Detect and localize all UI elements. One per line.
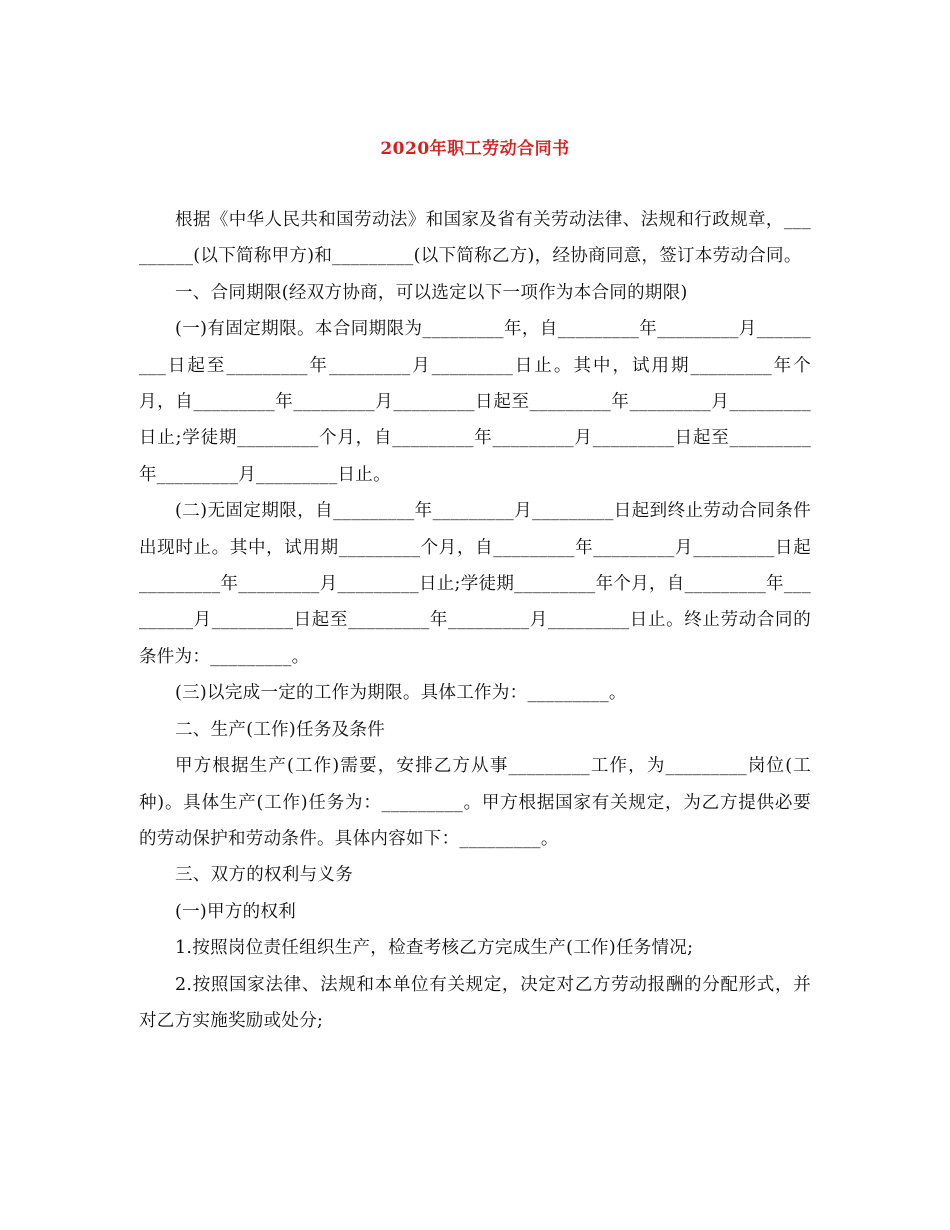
paragraph-intro: 根据《中华人民共和国劳动法》和国家及省有关劳动法律、法规和行政规章，_________(以下简称甲方)和_________(以下简称乙方)，经协商同意，签订本劳动合同。 xyxy=(139,210,811,267)
subheading-party-a-rights: (一)甲方的权利 xyxy=(175,901,297,922)
list-item-right-1: 1.按照岗位责任组织生产，检查考核乙方完成生产(工作)任务情况; xyxy=(175,938,694,959)
paragraph-tasks: 甲方根据生产(工作)需要，安排乙方从事_________工作，为_________岗位(工种)。具体生产(工作)任务为：_________。甲方根据国家有关规定，为乙方提供必要的劳动保护和劳动条件。具体内容如下：_________。 xyxy=(139,756,811,849)
section-heading-rights: 三、双方的权利与义务 xyxy=(175,865,353,886)
list-item-right-2: 2.按照国家法律、法规和本单位有关规定，决定对乙方劳动报酬的分配形式，并对乙方实施奖励或处分; xyxy=(139,974,811,1031)
document-title: 2020年职工劳动合同书 xyxy=(380,139,570,159)
paragraph-fixed-term: (一)有固定期限。本合同期限为_________年，自_________年_________月_________日起至_________年_________月_________日止。其中，试用期_________年个月，自_________年_________月_________日起至_________年_________月_________日止;学徒期_________个月，自_________年_________月_________日起至_________年_________月_________日止。 xyxy=(139,319,811,485)
section-heading-tasks: 二、生产(工作)任务及条件 xyxy=(175,719,386,740)
section-heading-term: 一、合同期限(经双方协商，可以选定以下一项作为本合同的期限) xyxy=(175,282,688,303)
paragraph-task-term: (三)以完成一定的工作为期限。具体工作为：_________。 xyxy=(175,683,627,704)
paragraph-open-term: (二)无固定期限，自_________年_________月_________日起到终止劳动合同条件出现时止。其中，试用期_________个月，自_________年_________月_________日起_________年_________月_________日止;学徒期_________年个月，自_________年_________月_________日起至_________年_________月_________日止。终止劳动合同的条件为：_________。 xyxy=(139,501,811,667)
document-body xyxy=(139,202,811,1039)
